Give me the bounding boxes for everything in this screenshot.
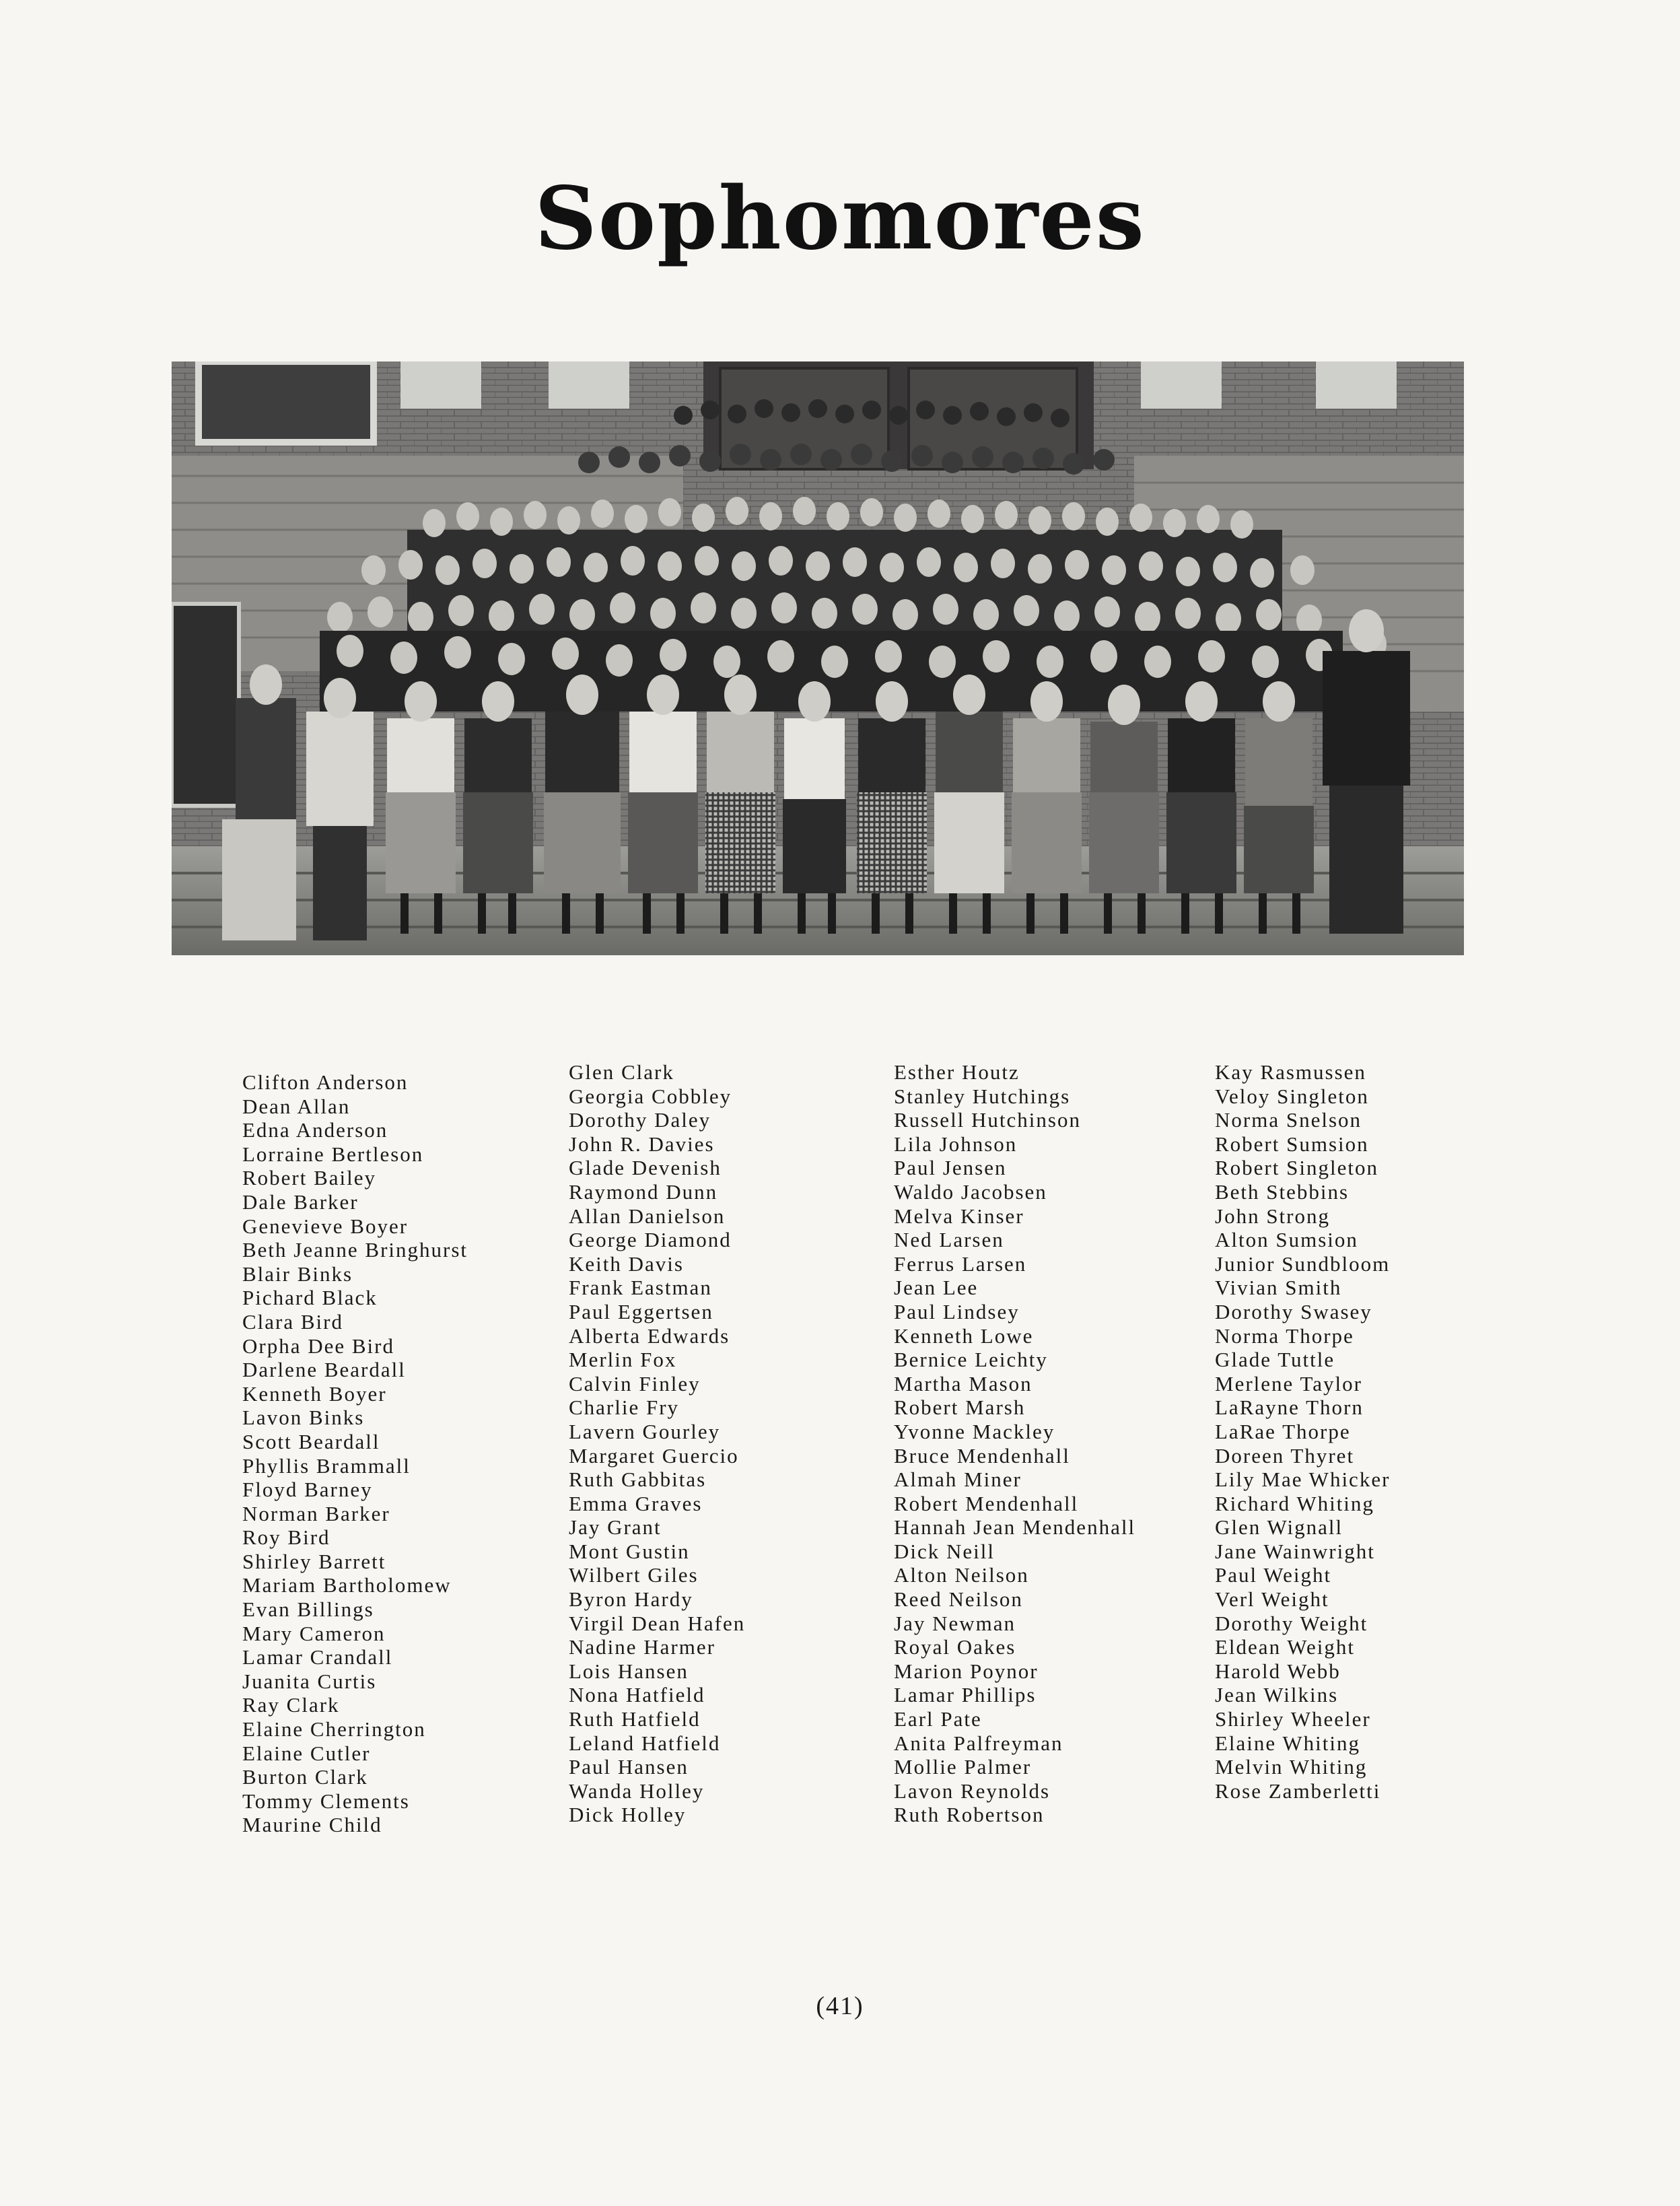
student-name: Elaine Cutler <box>242 1741 371 1765</box>
student-name: Eldean Weight <box>1215 1635 1356 1659</box>
student-name: Glade Tuttle <box>1215 1348 1335 1372</box>
student-name: Shirley Wheeler <box>1215 1707 1371 1731</box>
student-name: Margaret Guercio <box>569 1443 739 1468</box>
student-name: Earl Pate <box>894 1707 982 1731</box>
student-name: Hannah Jean Mendenhall <box>894 1515 1136 1540</box>
student-name: Darlene Beardall <box>242 1358 406 1382</box>
student-name: Verl Weight <box>1215 1587 1329 1612</box>
student-name: Jay Newman <box>894 1611 1016 1635</box>
student-name: Robert Marsh <box>894 1395 1026 1420</box>
student-name: Melva Kinser <box>894 1204 1024 1228</box>
student-name: Beth Stebbins <box>1215 1179 1350 1204</box>
student-name: Jean Lee <box>894 1276 979 1300</box>
student-name: Keith Davis <box>569 1251 684 1276</box>
name-column-1 <box>242 1070 468 1837</box>
student-name: Richard Whiting <box>1215 1491 1374 1515</box>
student-name: Dick Holley <box>569 1803 687 1827</box>
student-name: Beth Jeanne Bringhurst <box>242 1238 468 1262</box>
student-name: Wanda Holley <box>569 1779 705 1803</box>
student-name: Veloy Singleton <box>1215 1084 1369 1108</box>
student-name: LaRae Thorpe <box>1215 1419 1351 1443</box>
student-name: Emma Graves <box>569 1491 703 1515</box>
student-name: Lily Mae Whicker <box>1215 1468 1391 1492</box>
student-name: Burton Clark <box>242 1765 368 1789</box>
student-name: Ray Clark <box>242 1693 340 1717</box>
student-name: Mont Gustin <box>569 1539 690 1563</box>
student-name: Leland Hatfield <box>569 1731 721 1755</box>
student-name: Yvonne Mackley <box>894 1419 1055 1443</box>
student-name: Charlie Fry <box>569 1395 680 1420</box>
student-name: George Diamond <box>569 1228 732 1252</box>
student-name: Alton Sumsion <box>1215 1228 1358 1252</box>
student-name: Dorothy Weight <box>1215 1611 1368 1635</box>
student-name: Kenneth Lowe <box>894 1323 1034 1348</box>
student-name: Bernice Leichty <box>894 1348 1048 1372</box>
student-name: Phyllis Brammall <box>242 1453 411 1478</box>
student-name: Jane Wainwright <box>1215 1539 1375 1563</box>
student-name: Tommy Clements <box>242 1789 410 1813</box>
student-name: Orpha Dee Bird <box>242 1334 394 1358</box>
student-name: Ruth Hatfield <box>569 1707 701 1731</box>
student-name: Elaine Whiting <box>1215 1731 1360 1755</box>
student-name: Almah Miner <box>894 1468 1022 1492</box>
student-name: Floyd Barney <box>242 1478 373 1502</box>
student-name: John R. Davies <box>569 1132 715 1156</box>
student-name: Russell Hutchinson <box>894 1108 1081 1132</box>
student-name: Mollie Palmer <box>894 1755 1032 1779</box>
student-name: Doreen Thyret <box>1215 1443 1355 1468</box>
student-name: Ruth Gabbitas <box>569 1468 707 1492</box>
student-name: Ruth Robertson <box>894 1803 1045 1827</box>
student-name: Harold Webb <box>1215 1659 1341 1683</box>
student-name: Paul Hansen <box>569 1755 689 1779</box>
student-name: Alberta Edwards <box>569 1323 730 1348</box>
student-name: Glen Wignall <box>1215 1515 1343 1540</box>
student-name: Maurine Child <box>242 1813 382 1837</box>
student-name: Merlene Taylor <box>1215 1371 1362 1395</box>
student-name: Calvin Finley <box>569 1371 701 1395</box>
page-number: (41) <box>816 1992 864 2020</box>
student-name: Kay Rasmussen <box>1215 1060 1366 1084</box>
student-name: Lamar Phillips <box>894 1683 1037 1707</box>
student-name: Ferrus Larsen <box>894 1251 1027 1276</box>
student-name: Georgia Cobbley <box>569 1084 732 1108</box>
student-name: Jay Grant <box>569 1515 662 1540</box>
student-name: Mariam Bartholomew <box>242 1573 452 1597</box>
student-name: Jean Wilkins <box>1215 1683 1339 1707</box>
student-name: Mary Cameron <box>242 1621 386 1645</box>
student-name: Waldo Jacobsen <box>894 1179 1047 1204</box>
group-photo-icon <box>172 361 1464 955</box>
name-column-2 <box>569 1060 745 1827</box>
student-name: Shirley Barrett <box>242 1549 386 1573</box>
name-column-4 <box>1215 1060 1390 1803</box>
student-name: Clara Bird <box>242 1309 343 1334</box>
student-name: Lois Hansen <box>569 1659 689 1683</box>
student-name: Clifton Anderson <box>242 1070 409 1094</box>
student-name: Dorothy Daley <box>569 1108 711 1132</box>
student-name: Robert Sumsion <box>1215 1132 1369 1156</box>
student-name: Reed Neilson <box>894 1587 1023 1612</box>
student-name: Norma Snelson <box>1215 1108 1362 1132</box>
student-name: Martha Mason <box>894 1371 1032 1395</box>
student-name: Paul Weight <box>1215 1563 1332 1587</box>
student-name: Robert Bailey <box>242 1166 377 1190</box>
student-name: Evan Billings <box>242 1597 374 1622</box>
student-name: Lavern Gourley <box>569 1419 721 1443</box>
student-name: Paul Lindsey <box>894 1299 1020 1323</box>
student-name: Kenneth Boyer <box>242 1381 387 1406</box>
student-name: Dale Barker <box>242 1190 359 1214</box>
student-name: Roy Bird <box>242 1525 330 1550</box>
student-name: Virgil Dean Hafen <box>569 1611 746 1635</box>
student-name: Elaine Cherrington <box>242 1717 426 1742</box>
student-name: Lila Johnson <box>894 1132 1018 1156</box>
student-name: Nona Hatfield <box>569 1683 705 1707</box>
student-name: Frank Eastman <box>569 1276 712 1300</box>
student-name: Wilbert Giles <box>569 1563 699 1587</box>
student-name: Royal Oakes <box>894 1635 1016 1659</box>
student-name: Blair Binks <box>242 1262 353 1286</box>
student-name: Bruce Mendenhall <box>894 1443 1070 1468</box>
student-name: Norma Thorpe <box>1215 1323 1354 1348</box>
student-name: Lavon Binks <box>242 1406 365 1430</box>
student-name: Genevieve Boyer <box>242 1214 409 1238</box>
student-name-list <box>0 1060 1680 1888</box>
student-name: Dick Neill <box>894 1539 995 1563</box>
student-name: Raymond Dunn <box>569 1179 718 1204</box>
student-name: Robert Singleton <box>1215 1156 1378 1180</box>
student-name: Glen Clark <box>569 1060 674 1084</box>
student-name: Lamar Crandall <box>242 1645 393 1669</box>
student-name: Lavon Reynolds <box>894 1779 1051 1803</box>
student-name: Paul Eggertsen <box>569 1299 713 1323</box>
page-title: Sophomores <box>534 168 1146 269</box>
student-name: Esther Houtz <box>894 1060 1020 1084</box>
student-name: Allan Danielson <box>569 1204 726 1228</box>
student-name: Edna Anderson <box>242 1118 388 1142</box>
student-name: Juanita Curtis <box>242 1669 377 1693</box>
student-name: Dorothy Swasey <box>1215 1299 1372 1323</box>
student-name: Lorraine Bertleson <box>242 1142 424 1166</box>
student-name: Pichard Black <box>242 1286 378 1310</box>
student-name: Stanley Hutchings <box>894 1084 1071 1108</box>
student-name: Melvin Whiting <box>1215 1755 1368 1779</box>
class-group-photo <box>172 361 1464 955</box>
student-name: Scott Beardall <box>242 1429 380 1453</box>
student-name: Dean Allan <box>242 1094 351 1118</box>
student-name: Nadine Harmer <box>569 1635 715 1659</box>
student-name: Paul Jensen <box>894 1156 1007 1180</box>
student-name: Glade Devenish <box>569 1156 722 1180</box>
student-name: Alton Neilson <box>894 1563 1029 1587</box>
student-name: Marion Poynor <box>894 1659 1039 1683</box>
student-name: Anita Palfreyman <box>894 1731 1063 1755</box>
student-name: Rose Zamberletti <box>1215 1779 1381 1803</box>
student-name: John Strong <box>1215 1204 1330 1228</box>
student-name: Robert Mendenhall <box>894 1491 1079 1515</box>
student-name: Ned Larsen <box>894 1228 1004 1252</box>
student-name: Vivian Smith <box>1215 1276 1342 1300</box>
student-name: LaRayne Thorn <box>1215 1395 1364 1420</box>
student-name: Norman Barker <box>242 1501 390 1525</box>
student-name: Junior Sundbloom <box>1215 1251 1391 1276</box>
student-name: Byron Hardy <box>569 1587 693 1612</box>
name-column-3 <box>894 1060 1135 1827</box>
student-name: Merlin Fox <box>569 1348 677 1372</box>
